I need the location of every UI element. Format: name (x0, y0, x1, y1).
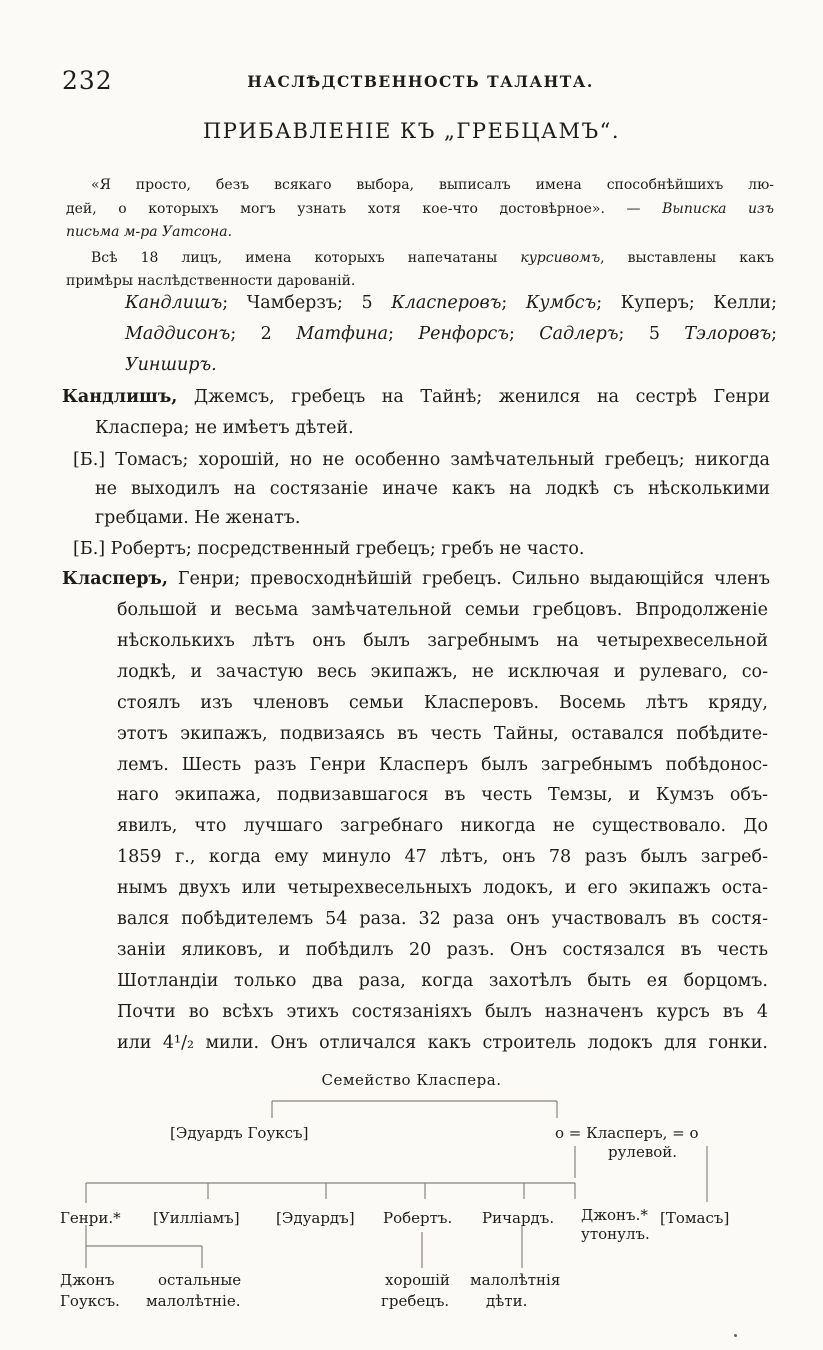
names-list-line-3: Уинширъ. (125, 355, 217, 375)
intro-note-text: Всѣ 18 лицъ, имена которыхъ напечатаны (91, 250, 521, 266)
names-segment: Кандлишъ (125, 293, 223, 313)
tree-node-minor-2: дѣти. (486, 1292, 528, 1310)
names-segment: ; (501, 293, 526, 313)
tree-node-good-2: гребецъ. (381, 1292, 450, 1310)
entry-clasper-line: лемъ. Шесть разъ Генри Класперъ былъ загребнымъ побѣдонос- (117, 754, 768, 775)
intro-source: Выписка изъ (662, 201, 774, 217)
tree-node-richard: Ричардъ. (482, 1209, 555, 1227)
intro-quote-line-3: письма м-ра Уатсона. (66, 224, 233, 240)
names-segment: ; Чамберзъ; 5 (222, 293, 392, 313)
intro-note-line-2: примѣры наслѣдственности дарованій. (66, 273, 356, 289)
intro-note-text-end: , выставлены какъ (600, 250, 774, 266)
names-segment: Кумбсъ (525, 293, 597, 313)
intro-quote-text: дей, о которыхъ могъ узнать хотя кое-что достовѣрное». — (66, 201, 663, 217)
entry-candlish-text: Джемсъ, гребецъ на Тайнѣ; женился на сестрѣ Генри (177, 387, 770, 407)
entry-clasper-line: этотъ экипажъ, подвизаясь въ честь Тайны, оставался побѣдите- (117, 723, 768, 744)
names-segment: ; 5 (618, 324, 685, 344)
tree-node-thomas: [Томасъ] (660, 1209, 730, 1227)
family-tree-title: Семейство Класпера. (321, 1071, 502, 1089)
tree-node-others-1: остальные (158, 1271, 242, 1289)
tree-node-john: Джонъ.* (581, 1206, 648, 1224)
entry-clasper-line: 1859 г., когда ему минуло 47 лѣтъ, онъ 78 разъ былъ загреб- (117, 847, 768, 868)
running-title: НАСЛѢДСТВЕННОСТЬ ТАЛАНТА. (247, 72, 594, 91)
tree-node-steersman: рулевой. (608, 1143, 678, 1161)
entry-clasper-line: большой и весьма замѣчательной семьи гребцовъ. Впродолженіе (117, 600, 768, 620)
entry-candlish-line-2: Класпера; не имѣетъ дѣтей. (95, 418, 354, 438)
page-number: 232 (62, 66, 113, 95)
tree-node-william: [Уилліамъ] (153, 1209, 240, 1227)
names-segment: Садлеръ (539, 324, 619, 344)
names-segment: ; (771, 324, 778, 344)
tree-node-john-note: утонулъ. (581, 1225, 650, 1243)
entry-thomas-line-2: не выходилъ на состязаніе иначе какъ на лодкѣ съ нѣсколькими (95, 479, 770, 499)
entry-clasper-line: или 4¹/₂ мили. Онъ отличался какъ строитель лодокъ для гонки. (117, 1032, 768, 1053)
entry-thomas-line-1: [Б.] Томасъ; хорошій, но не особенно замѣчательный гребецъ; никогда (73, 450, 770, 470)
names-segment: Матфина (296, 324, 389, 344)
intro-note-italic: курсивомъ (520, 250, 601, 266)
tree-node-john-hawks-2: Гоуксъ. (60, 1292, 120, 1310)
names-segment: ; Куперъ; Келли; (596, 293, 777, 313)
entry-clasper-line: Шотландіи только два раза, когда захотѣлъ быть ея борцомъ. (117, 970, 768, 991)
entry-clasper-line: лодкѣ, и зачастую весь экипажъ, не исключая и рулеваго, со- (117, 661, 768, 682)
intro-quote-line-1: «Я просто, безъ всякаго выбора, выписалъ имена способнѣйшихъ лю- (91, 177, 774, 193)
entry-clasper-line: вался побѣдителемъ 54 раза. 32 раза онъ участвовалъ въ состя- (117, 909, 768, 929)
tree-node-others-2: малолѣтніе. (146, 1292, 241, 1310)
tree-node-good-1: хорошій (385, 1271, 450, 1289)
names-segment: Класперовъ (391, 293, 502, 313)
entry-clasper-line: заніи яликовъ, и побѣдилъ 20 разъ. Онъ состязался въ честь (117, 939, 768, 960)
names-segment: Ренфорсъ (418, 324, 509, 344)
names-segment: ; (508, 324, 540, 344)
tree-node-edward-hawks: [Эдуардъ Гоуксъ] (170, 1124, 309, 1142)
entry-thomas-line-3: гребцами. Не женатъ. (95, 508, 301, 528)
entry-candlish-head: Кандлишъ, (62, 387, 178, 407)
tree-node-henry: Генри.* (60, 1209, 121, 1227)
names-segment: ; 2 (230, 324, 297, 344)
entry-clasper-line: стоялъ изъ членовъ семьи Класперовъ. Восемь лѣтъ кряду, (117, 692, 768, 713)
print-speck (734, 1334, 737, 1337)
tree-node-minor-1: малолѣтнія (470, 1271, 561, 1289)
entry-clasper-line: нымъ двухъ или четырехвесельныхъ лодокъ, и его экипажъ оста- (117, 878, 768, 899)
tree-node-edward: [Эдуардъ] (276, 1209, 355, 1227)
entry-clasper-text: Генри; превосходнѣйшій гребецъ. Сильно выдающійся членъ (167, 569, 770, 589)
names-segment: Тэлоровъ (684, 324, 772, 344)
entry-clasper-line: явилъ, что лучшаго загребнаго никогда не существовало. До (117, 816, 768, 837)
section-title: ПРИБАВЛЕНІЕ КЪ „ГРЕБЦАМЪ“. (202, 119, 621, 143)
entry-robert-line-1: [Б.] Робертъ; посредственный гребецъ; гребъ не часто. (73, 539, 585, 559)
tree-node-robert: Робертъ. (383, 1209, 453, 1227)
entry-clasper-line: наго экипажа, подвизавшагося въ честь Темзы, и Кумзъ объ- (117, 785, 768, 806)
entry-clasper-line: Почти во всѣхъ этихъ состязаніяхъ былъ назначенъ курсъ въ 4 (117, 1001, 768, 1022)
names-segment: ; (388, 324, 419, 344)
tree-node-john-hawks-1: Джонъ (60, 1271, 115, 1289)
tree-node-clasper-parents: о = Класперъ, = о (555, 1124, 699, 1142)
entry-clasper-line: нѣсколькихъ лѣтъ онъ былъ загребнымъ на четырехвесельной (117, 630, 768, 651)
entry-clasper-head: Класперъ, (62, 569, 168, 589)
names-segment: Маддисонъ (125, 324, 231, 344)
